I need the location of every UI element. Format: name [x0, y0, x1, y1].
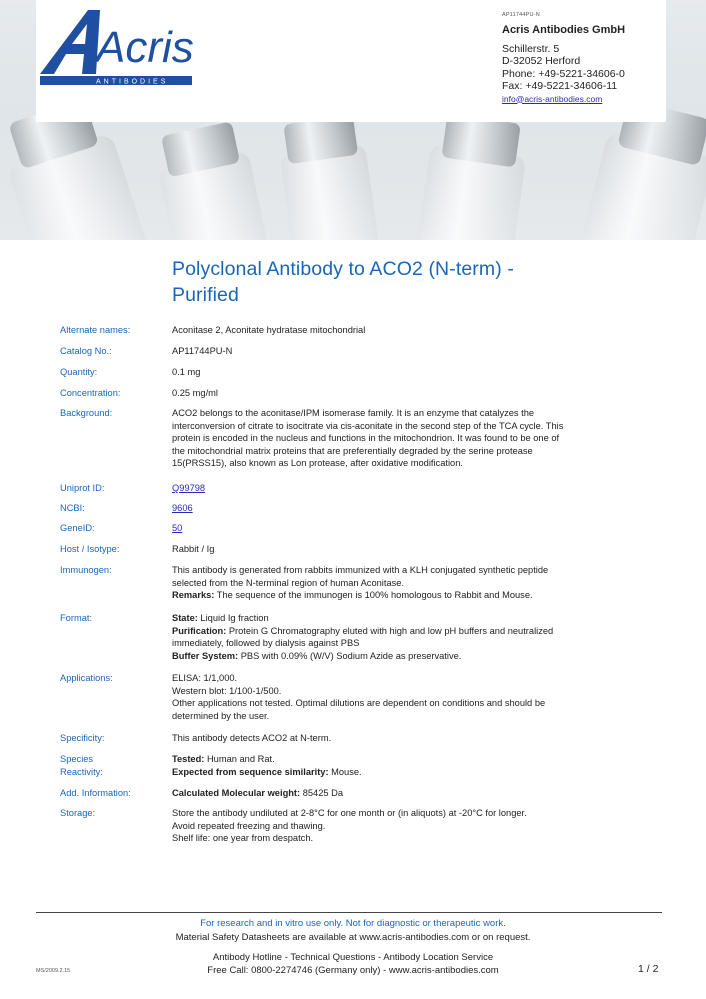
spec-label: GeneID: [60, 523, 95, 533]
spec-label-species [60, 753, 168, 778]
spec-value: 0.1 mg [172, 367, 201, 377]
spec-value-add-info [172, 787, 647, 800]
footer-doc-code: MS/2009.2.15 [36, 968, 71, 974]
address-street: Schillerstr. 5 [502, 42, 560, 55]
spec-value-format [172, 612, 647, 662]
storage-line: Shelf life: one year from despatch. [172, 833, 314, 844]
product-title [172, 256, 632, 308]
tested-label: Tested: [172, 754, 205, 764]
header-banner [0, 0, 706, 240]
footer-hotline: Antibody Hotline - Technical Questions - Antibody Location Service [212, 952, 494, 963]
format-purification [172, 625, 647, 638]
purification-label: Purification: [172, 625, 227, 636]
spec-value: 0.25 mg/ml [172, 388, 218, 398]
format-purification-cont: immediately, followed by dialysis against PBS [172, 638, 360, 649]
format-buffer [172, 650, 647, 663]
spec-value-wrapper [172, 522, 647, 535]
spec-label: Quantity: [60, 367, 98, 377]
spec-label: Host / Isotype: [60, 544, 120, 554]
spec-value-background [172, 407, 647, 470]
spec-value-immunogen [172, 564, 647, 602]
spec-value-applications [172, 672, 647, 722]
acris-logo [36, 0, 196, 86]
state-text: Liquid Ig fraction [197, 613, 269, 623]
spec-label: Add. Information: [60, 788, 131, 798]
product-title-line1: Polyclonal Antibody to ACO2 (N-term) - [172, 258, 514, 280]
company-name: Acris Antibodies GmbH [502, 24, 626, 36]
doc-code: AP11744PU-N [502, 12, 540, 18]
footer-research-only: For research and in vitro use only. Not for diagnostic or therapeutic work. [200, 918, 506, 929]
spec-label: Background: [60, 408, 113, 418]
buffer-label: Buffer System: [172, 650, 239, 661]
spec-label: Catalog No.: [60, 346, 112, 356]
company-address-block [502, 12, 625, 105]
tested-text: Human and Rat. [204, 754, 275, 764]
address-city: D-32052 Herford [502, 55, 581, 67]
remarks-label: Remarks: [172, 590, 215, 601]
background-line: 15(PRSS15), also known as Lon protease, after oxidative modification. [172, 458, 463, 469]
spec-label: Format: [60, 613, 93, 623]
spec-label: Storage: [60, 808, 96, 818]
species-expected [172, 766, 647, 779]
spec-label: Concentration: [60, 388, 121, 398]
geneid-link[interactable]: 50 [172, 523, 183, 533]
state-label: State: [172, 613, 198, 623]
format-state [172, 612, 647, 625]
application-line: ELISA: 1/1,000. [172, 673, 238, 683]
immunogen-remarks [172, 589, 647, 602]
page-number: 1 / 2 [638, 963, 659, 975]
species-label-line1: Species [60, 754, 94, 764]
application-line: Other applications not tested. Optimal dilutions are dependent on conditions and should be [172, 698, 546, 709]
spec-value: AP11744PU-N [172, 346, 233, 356]
spec-label: Uniprot ID: [60, 483, 105, 493]
immunogen-line: selected from the N-terminal region of human Aconitase. [172, 577, 405, 588]
spec-value: Rabbit / Ig [172, 544, 215, 554]
product-title-line2: Purified [172, 284, 239, 306]
phone-number: Phone: +49-5221-34606-0 [502, 67, 625, 80]
uniprot-link[interactable]: Q99798 [172, 483, 206, 493]
purification-text: Protein G Chromatography eluted with high and low pH buffers and neutralized [226, 625, 554, 636]
footer-free-call: Free Call: 0800-2274746 (Germany only) - www.acris-antibodies.com [207, 965, 499, 976]
spec-label: Alternate names: [60, 325, 131, 335]
background-line: ACO2 belongs to the aconitase/IPM isomerase family. It is an enzyme that catalyzes the [172, 408, 535, 418]
background-line: protein is encoded in the nucleus and functions in the mitochondrion. It was found to be one of [172, 433, 560, 444]
spec-label: Applications: [60, 673, 113, 683]
spec-value: Aconitase 2, Aconitate hydratase mitochondrial [172, 325, 366, 335]
spec-label: Specificity: [60, 733, 105, 743]
background-line: interconversion of citrate to isocitrate via cis-aconitate in the second step of the TCA cycle. This [172, 420, 564, 431]
fax-number: Fax: +49-5221-34606-11 [502, 80, 618, 92]
spec-value: This antibody detects ACO2 at N-term. [172, 733, 332, 743]
remarks-text: The sequence of the immunogen is 100% homologous to Rabbit and Mouse. [214, 590, 533, 601]
storage-line: Avoid repeated freezing and thawing. [172, 820, 326, 831]
mw-label: Calculated Molecular weight: [172, 788, 301, 798]
footer-divider [36, 912, 662, 913]
application-line: determined by the user. [172, 710, 270, 721]
expected-text: Mouse. [328, 766, 362, 777]
email-link[interactable]: info@acris-antibodies.com [502, 93, 603, 104]
spec-value-wrapper [172, 482, 647, 495]
spec-label: Immunogen: [60, 565, 112, 575]
spec-value-storage [172, 807, 647, 845]
application-line: Western blot: 1/100-1/500. [172, 685, 282, 696]
species-label-line2: Reactivity: [60, 766, 103, 777]
background-line: the mitochondrial matrix proteins that are preferentially degraded by the serine protease [172, 445, 533, 456]
spec-value-wrapper [172, 502, 647, 515]
storage-line: Store the antibody undiluted at 2-8°C for one month or (in aliquots) at -20°C for longer. [172, 808, 527, 818]
expected-label: Expected from sequence similarity: [172, 766, 329, 777]
logo-wordmark: Acris [96, 23, 194, 72]
species-tested [172, 753, 647, 766]
logo-subtext: ANTIBODIES [96, 78, 169, 86]
footer-msds: Material Safety Datasheets are available at www.acris-antibodies.com or on request. [175, 932, 531, 943]
mw-value: 85425 Da [300, 788, 344, 798]
immunogen-line: This antibody is generated from rabbits immunized with a KLH conjugated synthetic peptide [172, 565, 549, 575]
ncbi-link[interactable]: 9606 [172, 503, 193, 513]
spec-value-species [172, 753, 647, 778]
buffer-text: PBS with 0.09% (W/V) Sodium Azide as preservative. [238, 650, 462, 661]
spec-label: NCBI: [60, 503, 85, 513]
